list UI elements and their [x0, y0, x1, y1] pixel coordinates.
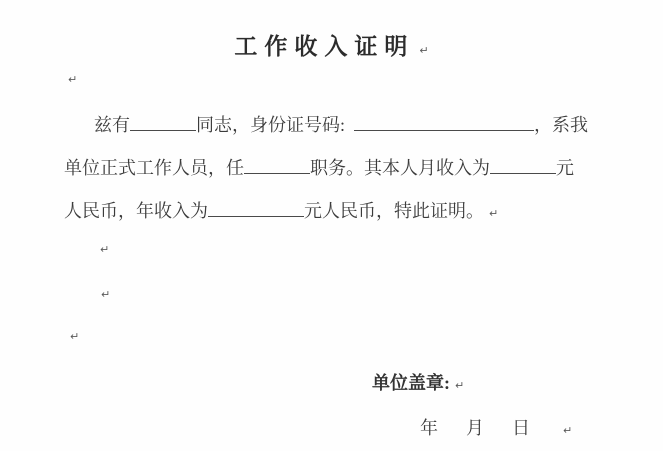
date-row — [420, 414, 572, 440]
body-line-2 — [64, 147, 604, 190]
paragraph-return-icon: ↵ — [563, 424, 573, 437]
body-text: 元 — [556, 158, 574, 178]
body-line-1 — [64, 104, 604, 147]
body-text: ，系我 — [534, 115, 589, 135]
document-title-row — [0, 28, 663, 61]
blank-monthly-income-field[interactable] — [490, 170, 556, 174]
body-text: 元人民币，特此证明。 — [304, 201, 484, 221]
body-text: 单位正式工作人员，任 — [64, 158, 244, 178]
paragraph-return-icon: ↵ — [70, 330, 80, 343]
date-day-label: 日 — [512, 418, 530, 438]
seal-row — [372, 369, 464, 395]
blank-annual-income-field[interactable] — [208, 213, 304, 217]
blank-position-field[interactable] — [244, 170, 310, 174]
date-year-label: 年 — [420, 418, 438, 438]
body-text: 职务。其本人月收入为 — [310, 158, 490, 178]
paragraph-return-icon: ↵ — [489, 207, 499, 220]
certificate-body — [64, 104, 604, 233]
paragraph-return-icon: ↵ — [68, 73, 78, 86]
paragraph-return-icon: ↵ — [455, 379, 465, 392]
date-month-label: 月 — [466, 418, 484, 438]
blank-id-number-field[interactable] — [354, 127, 534, 131]
body-text: 兹有 — [94, 115, 130, 135]
paragraph-return-icon: ↵ — [101, 288, 111, 301]
blank-name-field[interactable] — [130, 127, 196, 131]
body-line-3 — [64, 190, 604, 233]
company-seal-label: 单位盖章: — [372, 373, 450, 393]
paragraph-return-icon: ↵ — [419, 44, 429, 57]
paragraph-return-icon: ↵ — [100, 243, 110, 256]
body-text: 同志，身份证号码: — [196, 115, 346, 135]
document-title: 工作收入证明 — [234, 34, 415, 59]
body-text: 人民币，年收入为 — [64, 201, 208, 221]
